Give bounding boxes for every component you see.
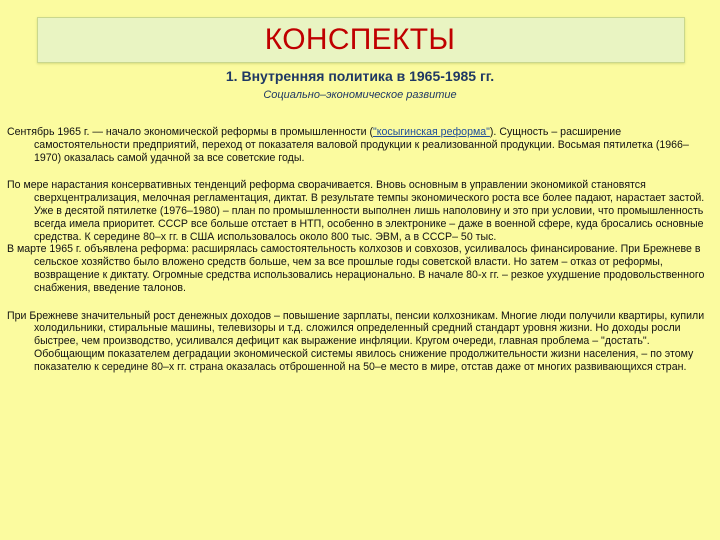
slide-title: КОНСПЕКТЫ (264, 23, 456, 56)
paragraph-text: Сентябрь 1965 г. — начало экономической реформы в промышленности ( (7, 126, 373, 138)
paragraph-living-standards: При Брежневе значительный рост денежных доходов – повышение зарплаты, пенсии колхозникам. Многие люди получили квартиры, купили холодильники, стиральные машины, телевизоры и т.д. сложился определенный средний стандарт уровня жизни. Но доходы росли быстрее, чем производство, усиливался дефицит как выражение инфляции. Кругом очереди, главная проблема – "достать". Обобщающим показателем деградации экономической системы явилось снижение продолжительности жизни населения, – по этому показателю к середине 80–х гг. страна оказалась отброшенной на 50–е место в мире, отстав даже от многих развивающихся стран. (7, 309, 705, 373)
section-caption: Социально–экономическое развитие (263, 89, 457, 101)
paragraph-stagnation: По мере нарастания консервативных тенденций реформа сворачивается. Вновь основным в управлении экономикой становятся сверхцентрализация, мелочная регламентация, диктат. В результате темпы экономического роста все более падают, нарастает застой. Уже в десятой пятилетке (1976–1980) – план по промышленности выполнен лишь наполовину и это при условии, что промышленность всегда имела приоритет. СССР все больше отстает в НТП, особенно в электронике – даже в военной сфере, куда бросались основные средства. К середине 80–х гг. в США использовалось около 800 тыс. ЭВМ, а в СССР– 50 тыс. (7, 179, 705, 243)
paragraph-agriculture-reform: В марте 1965 г. объявлена реформа: расширялась самостоятельность колхозов и совхозов, усиливалось финансирование. При Брежневе в сельское хозяйство было вложено средств больше, чем за все прошлые годы советской власти. Но затем – отказ от реформы, возвращение к диктату. Огромные средства использовались нерационально. В начале 80-х гг. – резкое ухудшение продовольственного снабжения, введение талонов. (7, 243, 705, 294)
paragraph-text: ). Сущность – расширение самостоятельности предприятий, переход от показателя валовой продукции к реализованной продукции. Восьмая пятилетка (1966–1970) оказалась самой удачной за все советские годы. (34, 126, 689, 164)
slide-subtitle: 1. Внутренняя политика в 1965-1985 гг. (225, 68, 495, 84)
body-text (7, 126, 713, 374)
kosygin-reform-link[interactable]: "косыгинская реформа" (373, 126, 490, 138)
paragraph-industry-reform (7, 126, 713, 164)
